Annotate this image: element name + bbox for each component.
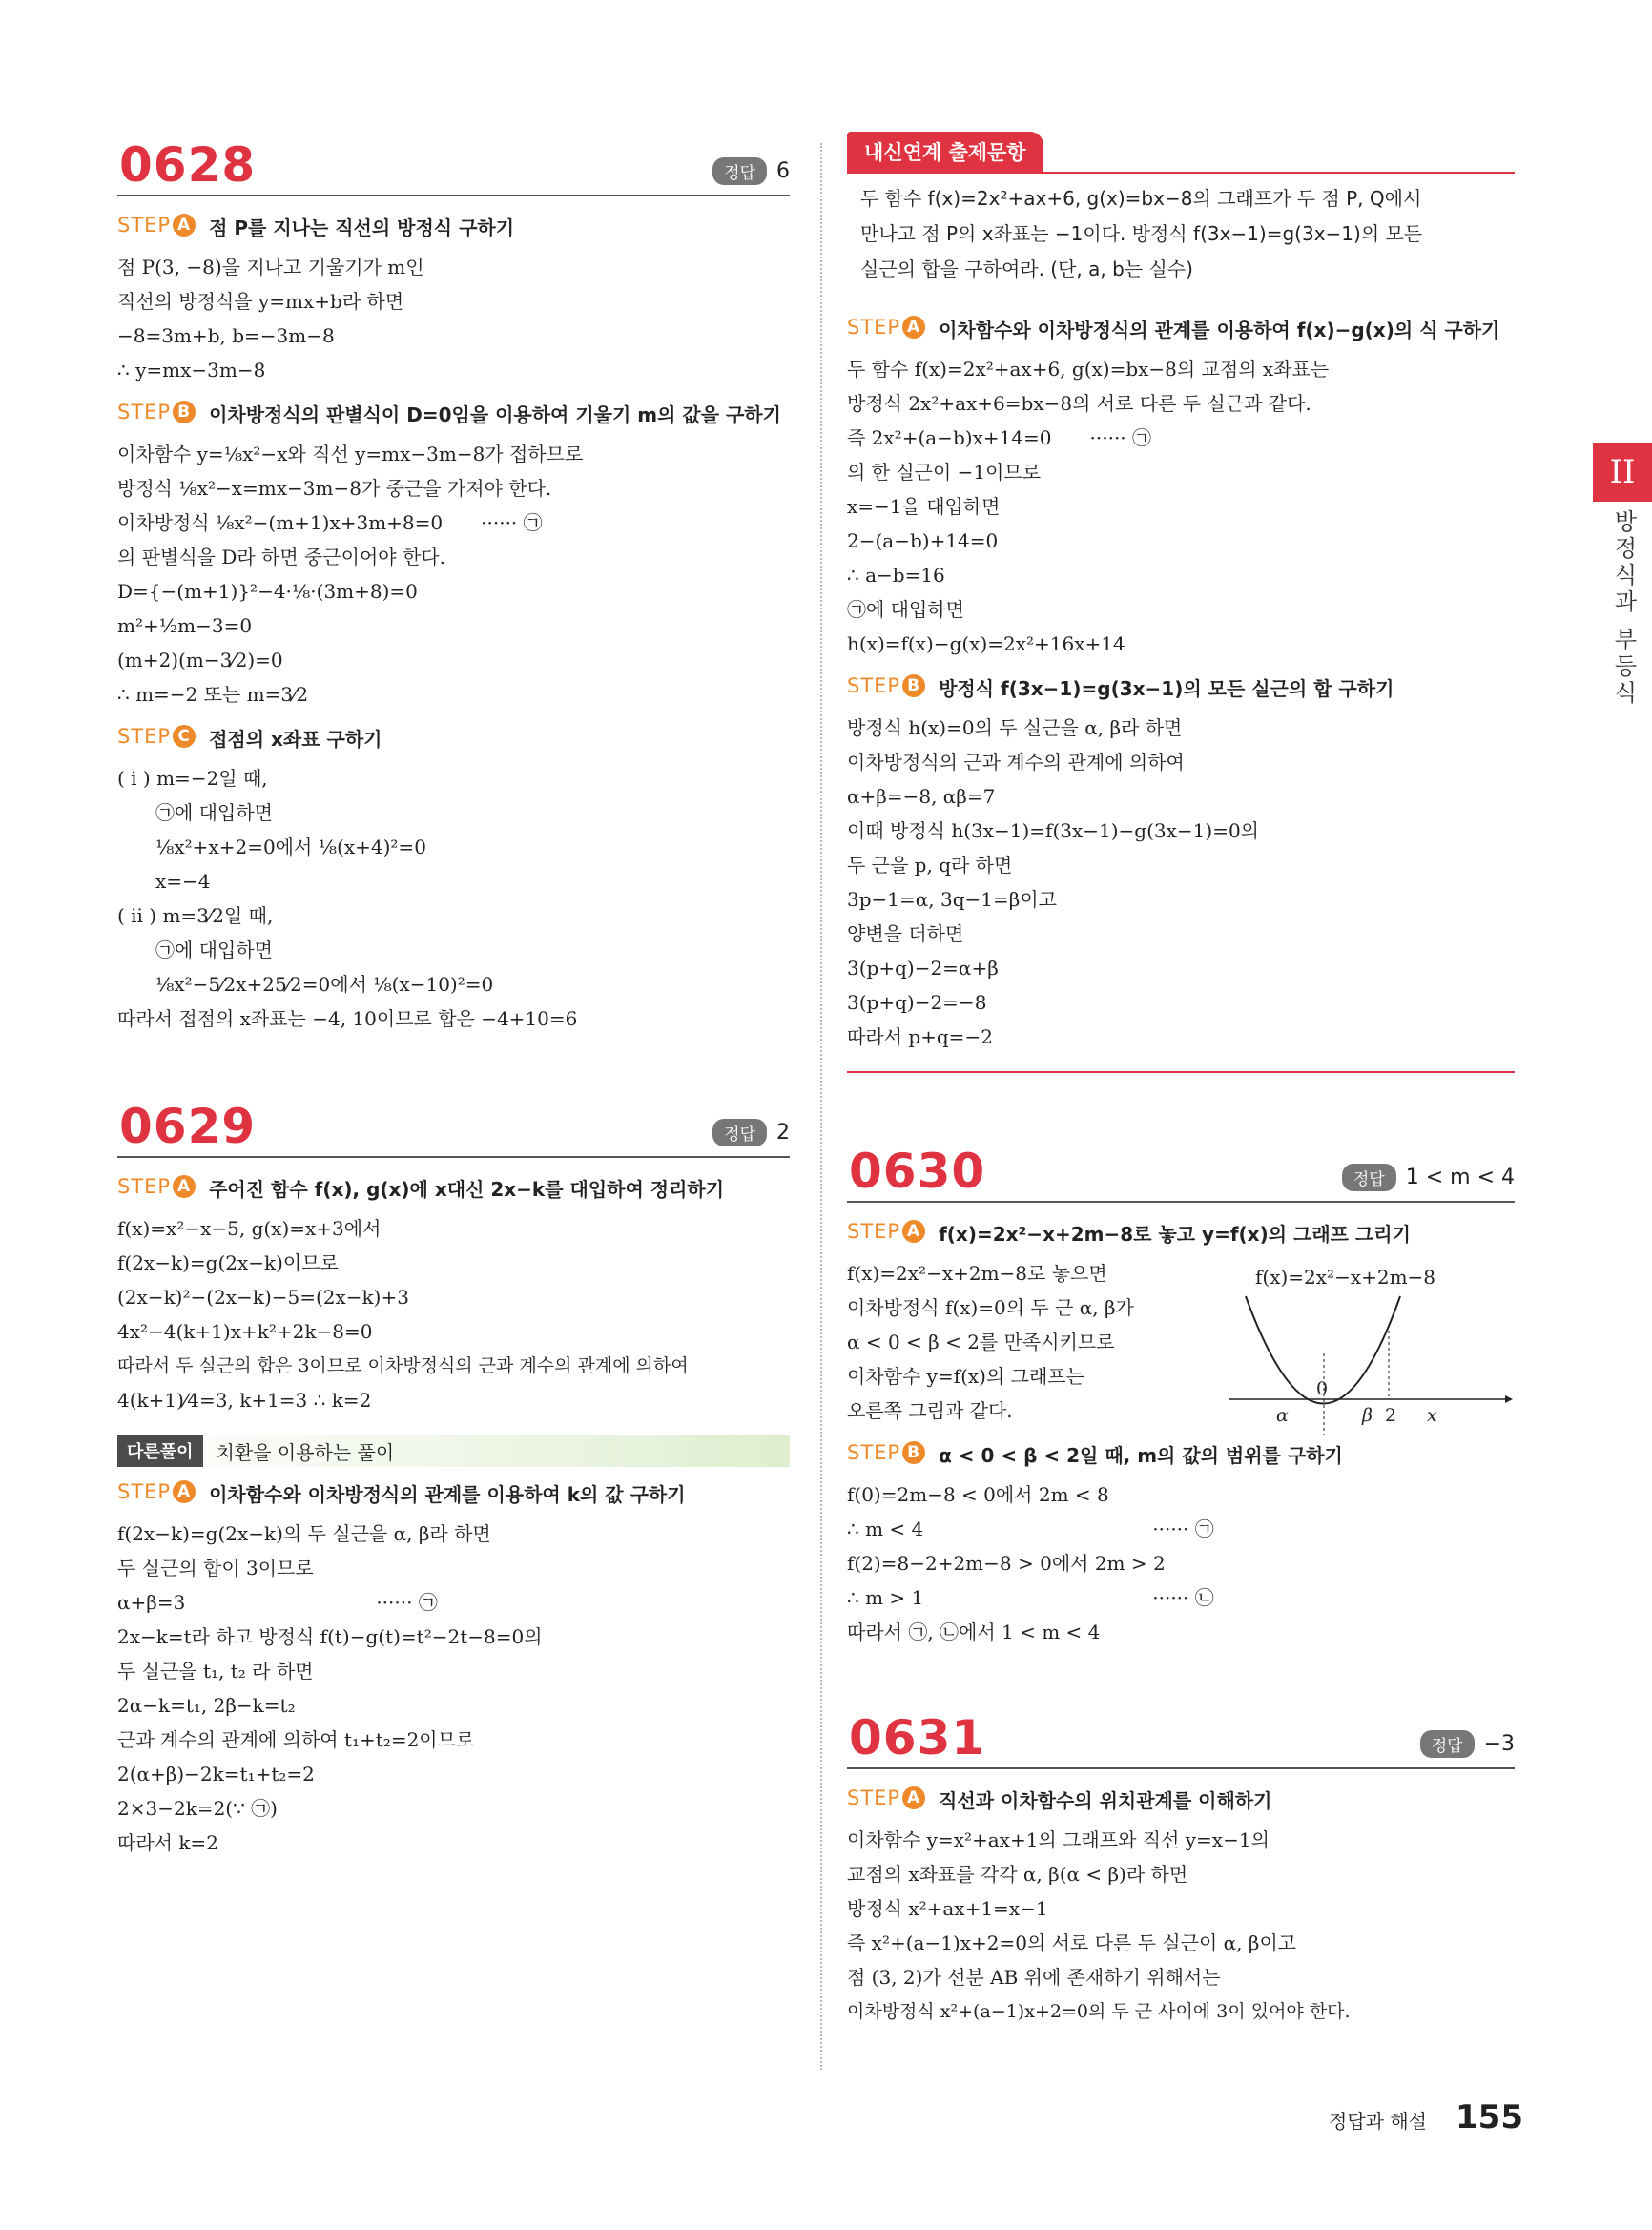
solution-line: ㉠에 대입하면 xyxy=(155,939,273,961)
solution-line: ¹⁄₈x²+x+2=0에서 ¹⁄₈(x+4)²=0 xyxy=(155,836,426,858)
page-footer xyxy=(1329,2098,1523,2137)
solution-line: 방정식 x²+ax+1=x−1 xyxy=(847,1897,1048,1920)
solution-line: 이차함수 y=¹⁄₈x²−x와 직선 y=mx−3m−8가 접하므로 xyxy=(117,443,584,465)
solution-line: 방정식 h(x)=0의 두 실근을 α, β라 하면 xyxy=(847,716,1183,739)
solution-line: 교점의 x좌표를 각각 α, β(α < β)라 하면 xyxy=(847,1863,1188,1886)
step-letter-icon: A xyxy=(173,214,196,237)
problem-number: 0630 xyxy=(849,1144,986,1199)
solution-line: ∴ a−b=16 xyxy=(847,564,945,587)
solution-line: 두 실근의 합이 3이므로 xyxy=(117,1557,314,1580)
solution-line: 두 실근을 t₁, t₂ 라 하면 xyxy=(117,1660,314,1683)
step-letter-icon: C xyxy=(173,725,196,748)
beta-label: β xyxy=(1362,1405,1373,1426)
problem-0629-header xyxy=(117,1085,790,1158)
footer-label: 정답과 해설 xyxy=(1329,2110,1428,2133)
problem-number: 0631 xyxy=(849,1710,986,1765)
solution-line: 4(k+1)⁄4=3, k+1=3 ∴ k=2 xyxy=(117,1389,372,1412)
section-divider xyxy=(847,1071,1515,1073)
step-heading xyxy=(847,316,1515,344)
page-number: 155 xyxy=(1456,2098,1523,2137)
step-letter-icon: A xyxy=(173,1175,196,1198)
answer-badge: 정답 xyxy=(1342,1164,1396,1191)
column-divider xyxy=(820,143,822,2070)
step-heading xyxy=(847,674,1515,703)
step-letter-icon: A xyxy=(902,1786,925,1809)
solution-line: α+β=3 ······ ㉠ xyxy=(117,1585,790,1620)
problem-0630-body xyxy=(847,1220,1515,1428)
step-title: α < 0 < β < 2일 때, m의 값의 범위를 구하기 xyxy=(939,1444,1343,1467)
answer xyxy=(712,157,790,185)
solution-line: ㉠에 대입하면 xyxy=(847,598,964,621)
solution-line: 2(α+β)−2k=t₁+t₂=2 xyxy=(117,1763,315,1786)
step-letter-icon: A xyxy=(902,316,925,339)
problem-0631-header xyxy=(847,1697,1515,1769)
alternative-badge: 다른풀이 xyxy=(117,1435,203,1467)
answer-badge: 정답 xyxy=(1420,1730,1475,1758)
step-label: STEP xyxy=(847,674,901,697)
solution-line: 따라서 두 실근의 합은 3이므로 이차방정식의 근과 계수의 관계에 의하여 xyxy=(117,1355,689,1376)
parabola-graph xyxy=(1229,1266,1515,1447)
solution-line: ∴ m > 1 ······ ㉡ xyxy=(847,1580,1515,1615)
step-heading xyxy=(117,401,790,429)
solution-line: 4x²−4(k+1)x+k²+2k−8=0 xyxy=(117,1320,373,1343)
solution-line: 3(p+q)−2=α+β xyxy=(847,957,999,980)
solution-line: 이때 방정식 h(3x−1)=f(3x−1)−g(3x−1)=0의 xyxy=(847,819,1259,842)
step-heading xyxy=(847,1220,1515,1249)
step-title: 주어진 함수 f(x), g(x)에 x대신 2x−k를 대입하여 정리하기 xyxy=(209,1178,725,1201)
equation-mark: ······ ㉠ xyxy=(1152,1518,1214,1540)
step-label: STEP xyxy=(847,1220,901,1243)
solution-line: α+β=−8, αβ=7 xyxy=(847,785,996,808)
chapter-tab: II xyxy=(1593,443,1652,502)
alternative-title: 치환을 이용하는 풀이 xyxy=(216,1440,395,1464)
solution-line: (m+2)(m−3⁄2)=0 xyxy=(117,649,283,671)
answer-badge: 정답 xyxy=(712,157,767,185)
step-label: STEP xyxy=(847,1786,901,1809)
step-label: STEP xyxy=(117,214,172,237)
answer xyxy=(1342,1164,1515,1191)
solution-line: 의 판별식을 D라 하면 중근이어야 한다. xyxy=(117,546,445,568)
solution-line: 3p−1=α, 3q−1=β이고 xyxy=(847,888,1057,911)
step-title: 이차함수와 이차방정식의 관계를 이용하여 f(x)−g(x)의 식 구하기 xyxy=(939,319,1500,341)
related-problem-question xyxy=(847,181,1515,287)
solution-line: 두 근을 p, q라 하면 xyxy=(847,854,1013,877)
step-label: STEP xyxy=(117,1480,172,1503)
question-line: 실근의 합을 구하여라. (단, a, b는 실수) xyxy=(860,258,1193,280)
step-heading xyxy=(117,1480,790,1509)
answer-value: 2 xyxy=(776,1121,790,1145)
solution-line: 3(p+q)−2=−8 xyxy=(847,991,987,1014)
step-label: STEP xyxy=(117,725,172,748)
solution-line: 2x−k=t라 하고 방정식 f(t)−g(t)=t²−2t−8=0의 xyxy=(117,1625,543,1648)
step-title: 방정식 f(3x−1)=g(3x−1)의 모든 실근의 합 구하기 xyxy=(939,677,1394,700)
solution-line: m²+½m−3=0 xyxy=(117,614,253,637)
alternative-solution-bar xyxy=(117,1435,790,1467)
solution-line: 오른쪽 그림과 같다. xyxy=(847,1399,1013,1422)
solution-line: f(0)=2m−8 < 0에서 2m < 8 xyxy=(847,1483,1109,1506)
step-title: 이차함수와 이차방정식의 관계를 이용하여 k의 값 구하기 xyxy=(209,1483,686,1506)
equation-mark: ······ ㉡ xyxy=(1152,1586,1214,1609)
solution-line: ∴ m < 4 ······ ㉠ xyxy=(847,1512,1515,1546)
solution-line: 이차방정식 ¹⁄₈x²−(m+1)x+3m+8=0 ······ ㉠ xyxy=(117,506,790,540)
problem-0630-header xyxy=(847,1130,1515,1203)
solution-line: ∴ y=mx−3m−8 xyxy=(117,359,266,382)
solution-line: f(2x−k)=g(2x−k)의 두 실근을 α, β라 하면 xyxy=(117,1522,491,1545)
solution-line: ( i ) m=−2일 때, xyxy=(117,767,268,790)
equation-mark: ······ ㉠ xyxy=(481,511,543,534)
answer-value: 1 < m < 4 xyxy=(1405,1166,1515,1189)
left-column xyxy=(117,124,790,1860)
solution-line: 따라서 접점의 x좌표는 −4, 10이므로 합은 −4+10=6 xyxy=(117,1007,578,1030)
solution-line: 따라서 k=2 xyxy=(117,1831,218,1854)
solution-line: 이차함수 y=x²+ax+1의 그래프와 직선 y=x−1의 xyxy=(847,1828,1270,1851)
solution-line: 방정식 ¹⁄₈x²−x=mx−3m−8가 중근을 가져야 한다. xyxy=(117,477,552,500)
step-letter-icon: B xyxy=(173,401,196,423)
solution-line: 의 한 실근이 −1이므로 xyxy=(847,461,1042,484)
solution-line: 따라서 ㉠, ㉡에서 1 < m < 4 xyxy=(847,1621,1101,1643)
solution-line: ∴ m=−2 또는 m=3⁄2 xyxy=(117,683,309,706)
solution-line: 방정식 2x²+ax+6=bx−8의 서로 다른 두 실근과 같다. xyxy=(847,392,1311,415)
solution-line: 두 함수 f(x)=2x²+ax+6, g(x)=bx−8의 교점의 x좌표는 xyxy=(847,358,1330,381)
solution-line: D={−(m+1)}²−4·¹⁄₈·(3m+8)=0 xyxy=(117,580,418,603)
solution-line: 이차방정식 x²+(a−1)x+2=0의 두 근 사이에 3이 있어야 한다. xyxy=(847,2001,1351,2022)
chapter-title: 방정식과 부등식 xyxy=(1610,509,1637,708)
step-title: 이차방정식의 판별식이 D=0임을 이용하여 기울기 m의 값을 구하기 xyxy=(209,403,781,426)
problem-0628-header xyxy=(117,124,790,196)
solution-line: 근과 계수의 관계에 의하여 t₁+t₂=2이므로 xyxy=(117,1728,475,1751)
equation-mark: ······ ㉠ xyxy=(1089,426,1152,449)
solution-line: −8=3m+b, b=−3m−8 xyxy=(117,324,335,347)
answer xyxy=(712,1119,790,1146)
solution-line: f(2x−k)=g(2x−k)이므로 xyxy=(117,1251,339,1274)
answer-badge: 정답 xyxy=(712,1119,767,1146)
solution-line: 2−(a−b)+14=0 xyxy=(847,529,999,552)
problem-number: 0629 xyxy=(119,1099,257,1154)
origin-label: 0 xyxy=(1316,1378,1329,1399)
solution-line: 점 P(3, −8)을 지나고 기울기가 m인 xyxy=(117,256,424,279)
alpha-label: α xyxy=(1276,1405,1289,1426)
solution-line: 즉 x²+(a−1)x+2=0의 서로 다른 두 실근이 α, β이고 xyxy=(847,1931,1297,1954)
solution-line: f(x)=x²−x−5, g(x)=x+3에서 xyxy=(117,1217,382,1240)
step-heading xyxy=(847,1786,1515,1815)
solution-line: α < 0 < β < 2를 만족시키므로 xyxy=(847,1331,1115,1353)
x-axis-label: x xyxy=(1427,1405,1437,1426)
step-heading xyxy=(117,1175,790,1204)
solution-line: 이차방정식의 근과 계수의 관계에 의하여 xyxy=(847,751,1185,774)
step-title: 점 P를 지나는 직선의 방정식 구하기 xyxy=(209,217,515,239)
solution-line: f(2)=8−2+2m−8 > 0에서 2m > 2 xyxy=(847,1552,1166,1575)
step-label: STEP xyxy=(847,316,901,339)
solution-line: ¹⁄₈x²−5⁄2x+25⁄2=0에서 ¹⁄₈(x−10)²=0 xyxy=(155,973,494,996)
two-label: 2 xyxy=(1385,1405,1397,1426)
solution-line: f(x)=2x²−x+2m−8로 놓으면 xyxy=(847,1262,1107,1285)
step-label: STEP xyxy=(117,401,172,423)
step-letter-icon: B xyxy=(902,1441,925,1464)
solution-line: 2α−k=t₁, 2β−k=t₂ xyxy=(117,1694,296,1717)
answer-value: −3 xyxy=(1483,1732,1515,1756)
equation-mark: ······ ㉠ xyxy=(376,1591,438,1614)
step-title: f(x)=2x²−x+2m−8로 놓고 y=f(x)의 그래프 그리기 xyxy=(939,1223,1411,1246)
solution-line: ㉠에 대입하면 xyxy=(155,801,273,824)
step-heading xyxy=(117,214,790,242)
solution-line: 이차방정식 f(x)=0의 두 근 α, β가 xyxy=(847,1296,1134,1319)
step-heading xyxy=(117,725,790,754)
related-problem-header xyxy=(847,124,1515,174)
right-column xyxy=(847,124,1515,2029)
related-problem-badge: 내신연계 출제문항 xyxy=(847,132,1043,172)
question-line: 만나고 점 P의 x좌표는 −1이다. 방정식 f(3x−1)=g(3x−1)의 모든 xyxy=(860,222,1423,245)
answer xyxy=(1420,1730,1515,1758)
problem-number: 0628 xyxy=(119,137,257,193)
step-label: STEP xyxy=(847,1441,901,1464)
step-letter-icon: B xyxy=(902,674,925,697)
solution-line: 직선의 방정식을 y=mx+b라 하면 xyxy=(117,290,404,313)
solution-line: 따라서 p+q=−2 xyxy=(847,1025,993,1048)
step-title: 직선과 이차함수의 위치관계를 이해하기 xyxy=(939,1789,1272,1812)
solution-line: 2×3−2k=2(∵ ㉠) xyxy=(117,1797,278,1820)
step-label: STEP xyxy=(117,1175,172,1198)
step-title: 접점의 x좌표 구하기 xyxy=(209,728,382,751)
solution-line: 즉 2x²+(a−b)x+14=0 ······ ㉠ xyxy=(847,421,1515,455)
solution-line: 양변을 더하면 xyxy=(847,922,964,945)
solution-line: (2x−k)²−(2x−k)−5=(2x−k)+3 xyxy=(117,1286,409,1309)
graph-caption: f(x)=2x²−x+2m−8 xyxy=(1255,1266,1436,1289)
solution-line: 이차함수 y=f(x)의 그래프는 xyxy=(847,1365,1084,1388)
x-axis-arrow-icon xyxy=(1505,1395,1513,1403)
question-line: 두 함수 f(x)=2x²+ax+6, g(x)=bx−8의 그래프가 두 점 P, Q에서 xyxy=(860,187,1422,210)
solution-line: x=−1을 대입하면 xyxy=(847,495,1001,518)
step-letter-icon: A xyxy=(902,1220,925,1243)
solution-line: x=−4 xyxy=(155,870,211,893)
solution-line: ( ii ) m=3⁄2일 때, xyxy=(117,904,274,927)
step-letter-icon: A xyxy=(173,1480,196,1503)
answer-value: 6 xyxy=(776,159,790,183)
solution-line: h(x)=f(x)−g(x)=2x²+16x+14 xyxy=(847,632,1125,655)
solution-line: 점 (3, 2)가 선분 AB 위에 존재하기 위해서는 xyxy=(847,1966,1221,1989)
